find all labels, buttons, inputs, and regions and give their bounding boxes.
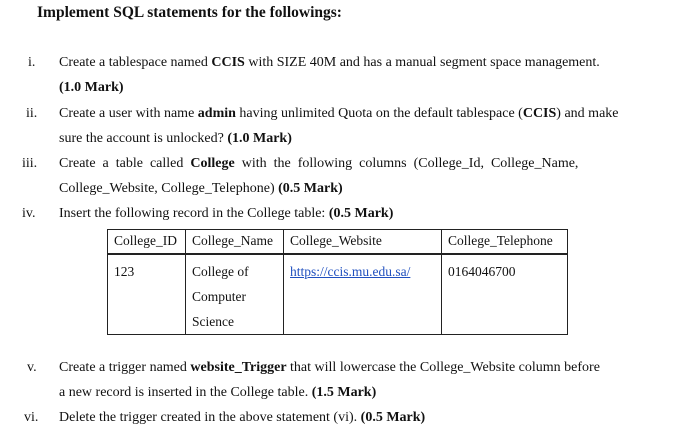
- item-text: College_Website, College_Telephone) (0.5 Mark): [59, 181, 343, 196]
- item-mark: (1.0 Mark): [59, 80, 124, 95]
- item-number: iv.: [22, 206, 36, 221]
- item-text: Delete the trigger created in the above statement (vi). (0.5 Mark): [59, 410, 426, 425]
- item-number: v.: [27, 360, 37, 375]
- table-header-cell: College_Telephone: [442, 230, 568, 254]
- college-table: [107, 229, 568, 335]
- item-text: Create a trigger named website_Trigger that will lowercase the College_Website column before: [59, 360, 600, 375]
- table-header-cell: College_Name: [186, 230, 284, 254]
- item-text: a new record is inserted in the College table. (1.5 Mark): [59, 385, 377, 400]
- table-cell: College of Computer Science: [186, 254, 284, 335]
- table-cell: 123: [108, 254, 186, 335]
- table-cell: 0164046700: [442, 254, 568, 335]
- table-header-cell: College_Website: [284, 230, 442, 254]
- item-text: Create a table called College with the following columns (College_Id, College_Name,: [59, 156, 579, 171]
- table-header-row: [108, 230, 568, 254]
- table-header-cell: College_ID: [108, 230, 186, 254]
- item-text: sure the account is unlocked? (1.0 Mark): [59, 131, 292, 146]
- page-title: Implement SQL statements for the followings:: [37, 4, 342, 21]
- table-cell: [284, 254, 442, 335]
- item-number: vi.: [24, 410, 39, 425]
- table-row: [108, 254, 568, 335]
- item-number: iii.: [22, 156, 38, 171]
- website-link[interactable]: https://ccis.mu.edu.sa/: [290, 263, 411, 279]
- item-number: i.: [28, 55, 36, 70]
- item-text: Create a tablespace named CCIS with SIZE 40M and has a manual segment space management.: [59, 55, 600, 70]
- item-text: Insert the following record in the College table: (0.5 Mark): [59, 206, 394, 221]
- item-text: Create a user with name admin having unlimited Quota on the default tablespace (CCIS) and make: [59, 106, 619, 121]
- item-number: ii.: [26, 106, 38, 121]
